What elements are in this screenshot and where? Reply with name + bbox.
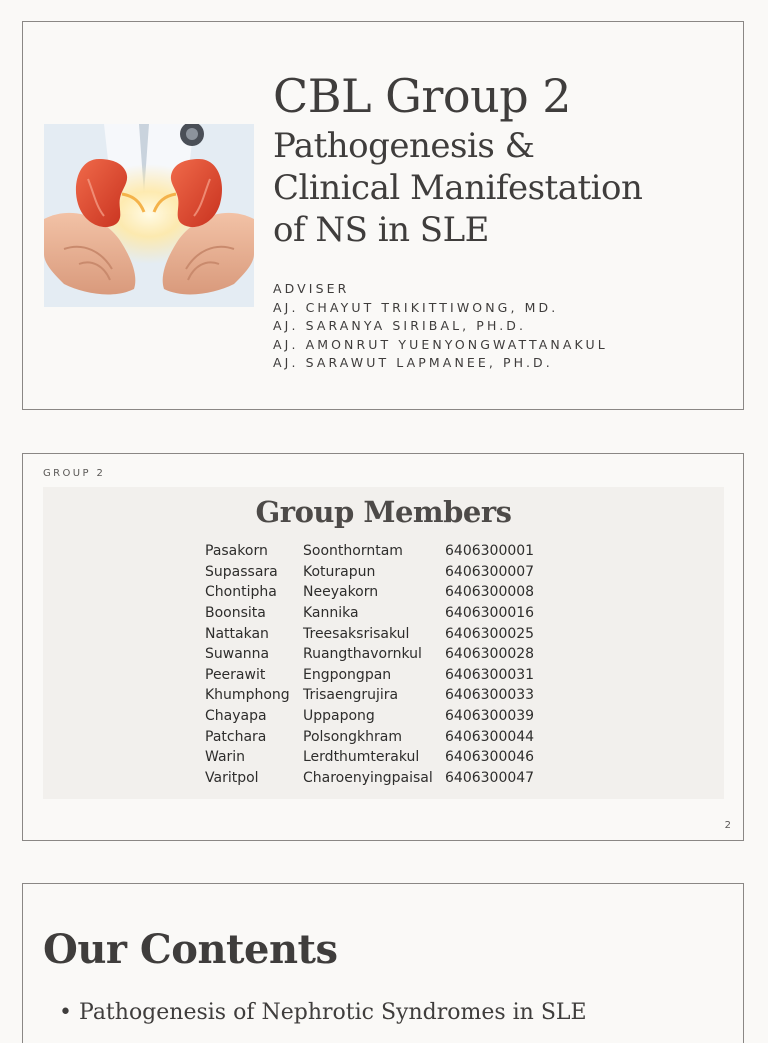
presentation-title: CBL Group 2 <box>273 69 572 123</box>
member-last-name: Charoenyingpaisal <box>303 769 433 786</box>
member-student-id: 6406300031 <box>445 666 535 683</box>
adviser-heading: ADVISER <box>273 281 350 296</box>
member-row <box>205 768 534 789</box>
page-number: 2 <box>724 820 731 831</box>
subtitle-line: Pathogenesis & <box>273 126 535 166</box>
subtitle-line: Clinical Manifestation <box>273 168 643 208</box>
member-first-name: Suwanna <box>205 646 270 663</box>
contents-title: Our Contents <box>43 926 338 973</box>
slide-kicker: GROUP 2 <box>43 468 106 479</box>
member-last-name: Trisaengrujira <box>303 687 399 704</box>
member-student-id: 6406300016 <box>445 605 535 622</box>
member-row <box>205 665 534 686</box>
presentation-subtitle <box>273 125 642 251</box>
contents-slide <box>22 883 744 1043</box>
member-row <box>205 541 534 562</box>
member-student-id: 6406300001 <box>445 543 535 560</box>
adviser-name: AJ. CHAYUT TRIKITTIWONG, MD. <box>273 299 559 315</box>
member-first-name: Khumphong <box>205 687 290 704</box>
members-panel <box>43 487 724 799</box>
member-first-name: Peerawit <box>205 666 266 683</box>
member-student-id: 6406300047 <box>445 769 535 786</box>
member-row <box>205 562 534 583</box>
member-student-id: 6406300025 <box>445 625 535 642</box>
member-last-name: Neeyakorn <box>303 584 379 601</box>
member-first-name: Chayapa <box>205 708 267 725</box>
member-student-id: 6406300033 <box>445 687 535 704</box>
member-student-id: 6406300008 <box>445 584 535 601</box>
adviser-name: AJ. SARANYA SIRIBAL, PH.D. <box>273 318 527 333</box>
member-row <box>205 644 534 665</box>
member-last-name: Polsongkhram <box>303 728 402 745</box>
subtitle-line: of NS in SLE <box>273 210 489 250</box>
kidneys-in-hands-image <box>44 124 254 307</box>
members-table <box>205 541 534 788</box>
member-last-name: Soonthorntam <box>303 543 403 560</box>
member-last-name: Koturapun <box>303 563 376 580</box>
member-row <box>205 603 534 624</box>
member-last-name: Lerdthumterakul <box>303 749 420 766</box>
member-last-name: Treesaksrisakul <box>303 625 410 642</box>
member-row <box>205 623 534 644</box>
member-row <box>205 747 534 768</box>
member-last-name: Kannika <box>303 605 359 622</box>
member-row <box>205 685 534 706</box>
member-last-name: Uppapong <box>303 708 375 725</box>
adviser-name: AJ. SARAWUT LAPMANEE, PH.D. <box>273 355 553 370</box>
member-student-id: 6406300039 <box>445 708 535 725</box>
member-row <box>205 706 534 727</box>
members-title: Group Members <box>255 495 512 529</box>
member-student-id: 6406300046 <box>445 749 535 766</box>
contents-item-label: Pathogenesis of Nephrotic Syndromes in SLE <box>79 1000 587 1025</box>
adviser-name: AJ. AMONRUT YUENYONGWATTANAKUL <box>273 336 608 352</box>
member-last-name: Engpongpan <box>303 666 392 683</box>
member-first-name: Chontipha <box>205 584 277 601</box>
title-slide <box>22 21 744 410</box>
member-student-id: 6406300028 <box>445 646 535 663</box>
contents-list <box>59 1000 587 1025</box>
member-first-name: Warin <box>205 749 246 766</box>
member-first-name: Pasakorn <box>205 543 268 560</box>
bullet-icon: • <box>59 1000 72 1025</box>
contents-item <box>59 1000 587 1025</box>
member-first-name: Patchara <box>205 728 267 745</box>
member-row <box>205 582 534 603</box>
member-row <box>205 726 534 747</box>
member-first-name: Varitpol <box>205 769 259 786</box>
member-student-id: 6406300007 <box>445 563 535 580</box>
group-members-slide <box>22 453 744 841</box>
adviser-list <box>273 280 608 373</box>
member-first-name: Supassara <box>205 563 278 580</box>
member-first-name: Boonsita <box>205 605 266 622</box>
member-student-id: 6406300044 <box>445 728 535 745</box>
kidney-illustration-icon <box>44 124 254 307</box>
member-last-name: Ruangthavornkul <box>303 646 422 663</box>
member-first-name: Nattakan <box>205 625 269 642</box>
